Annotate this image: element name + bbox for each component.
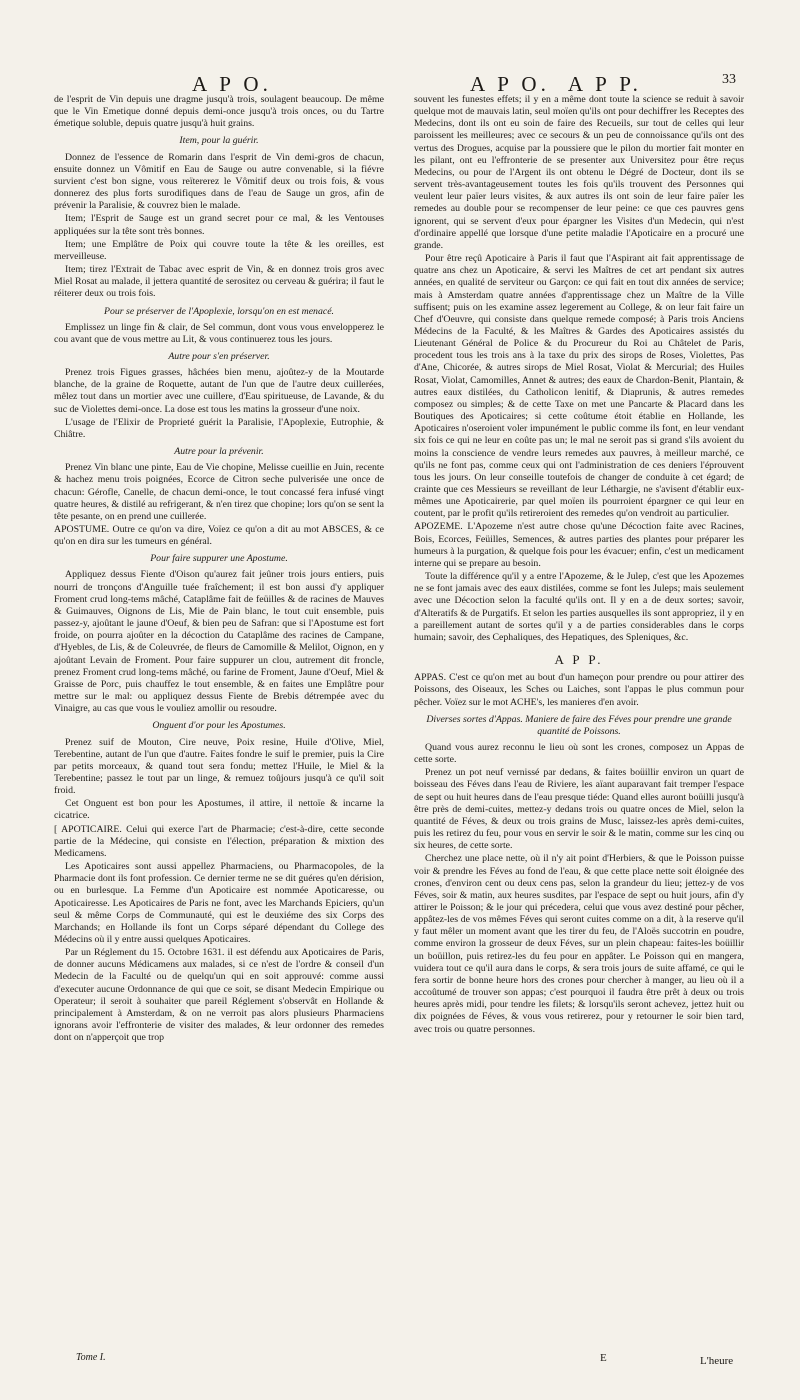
page-number: 33 [722,72,736,87]
left-heading-11: Autre pour la prévenir. [174,446,264,458]
left-p-20: Les Apoticaires sont aussi appellez Pharmaciens, ou Pharmacopoles, de la Pharmacie dont ils font profession. Ce dernier terme ne se dit guéres qu'en dérision, ou en burlesque. La Femme d'un Apoticaire est nommée Apoticaresse, ou Apoticairesse. Les Apoticaires de Paris ne font, avec les Marchands Epiciers, qu'un seul & même Corps de Communauté, qui est le deuxiéme des six Corps des Marchands; en Hollande ils font un Corps séparé dépendant du College des Médecins où il y entre aussi quelques Apoticaires. [54,861,384,945]
left-heading-14: Pour faire suppurer une Apostume. [150,553,288,565]
left-column [54,94,384,1045]
left-p-17: Prenez suif de Mouton, Cire neuve, Poix resine, Huile d'Olive, Miel, Terebentine, autant de l'un que d'autre. Faites fondre le suif le premier, puis la Cire par petits morceaux, & quand tout sera fondu; mettez l'Huile, le Miel & la Terebentine; passez le tout par un linge, & remuez toûjours jusqu'à ce qu'il soit froid. [54,736,384,797]
left-p-9: Prenez trois Figues grasses, hâchées bien menu, ajoûtez-y de la Moutarde blanche, de la graine de Roquette, autant de l'un que de l'autre deux cuillerées, mêlez tout dans un mortier avec une cuillere, d'Eau spiritueuse, de Lavande, & du suc de Violettes demi-once. La dose est tous les matins la grosseur d'une noix. [54,367,384,415]
left-noind-19: [ APOTICAIRE. Celui qui exerce l'art de Pharmacie; c'est-à-dire, cette seconde partie de la Médecine, qui consiste en l'élection, préparation & mixtion des Medicamens. [54,823,384,859]
running-header-right-b: A P P. [567,72,642,96]
right-noind-2: APOZEME. L'Apozeme n'est autre chose qu'une Décoction faite avec Racines, Bois, Ecorces, Feüilles, Semences, & autres parties des plantes pour préparer les humeurs à la purgation, & quelque fois pour les évacuer; enfin, c'est un medicament interne qui se prepare au besoin. [414,521,744,569]
left-p-12: Prenez Vin blanc une pinte, Eau de Vie chopine, Melisse cueillie en Juin, recente & hachez menu trois poignées, Ecorce de Citron seche pulverisée une once de chacun: Gérofle, Canelle, de chacun demi-once, le tout concassé fera infusé vingt quatre heures, & distilé au refrigerant, & n'en tirez que chopine; lors qu'on se sent la tête pesante, on en prend une cuillerée. [54,462,384,522]
left-noind-13: APOSTUME. Outre ce qu'on va dire, Voïez ce qu'on a dit au mot ABSCES, & ce qu'on en dira sur les tumeurs en général. [54,524,384,548]
right-section-4: A P P. [554,652,604,668]
left-heading-16: Onguent d'or pour les Apostumes. [152,720,286,732]
left-p-7: Emplissez un linge fin & clair, de Sel commun, dont vous vous envelopperez le cou avant que de vous mettre au Lit, & vous continuerez tous les jours. [54,321,384,345]
right-column [414,94,744,1037]
running-header-right-a: A P O. [470,72,550,96]
left-heading-6: Pour se préserver de l'Apoplexie, lorsqu'on en est menacé. [103,305,334,317]
left-p-15: Appliquez dessus Fiente d'Oison qu'aurez fait jeûner trois jours entiers, puis nourri de tronçons d'Anguille tuée fraîchement; il est bon aussi d'y appliquer Froment crud long-tems mâché, Cataplâme fait de feüilles & de racines de Mauves & Guimauves, Oignons de Lis, Mie de Pain blanc, le tout cuit ensemble, puis passez-y, ajoûtant le jaune d'Oeuf, & bien peu de Safran: que si l'Apostume est fort froide, on pourra ajoûter en la décoction du Cataplâme des racines de Campane, d'Hyebles, de Lis, & de Coleuvrée, de fleurs de Camomille & Melilot, Oignon, en y ajoûtant Levain de Froment. Pour faire suppurer un clou, autrement dit froncle, prenez Froment crud long-tems mâché, ou farine de Froment, Jaune d'Oeuf, Miel & Graisse de Porc, puis chauffez le tout ensemble, & en faites une Emplâtre pour mettre sur le mal: ou appliquez dessus Fiente de Brebis détrempée avec du Vinaigre, au cas que vous le vouliez amollir ou resoudre. [54,569,384,715]
left-heading-1: Item, pour la guérir. [179,135,259,147]
left-p-2: Donnez de l'essence de Romarin dans l'esprit de Vin demi-gros de chacun, ensuite donnez un Vômitif en Eau de Sauge ou autre convenable, si la fiévre survient c'est bon signe, vous reïtererez le Vômitif deux ou trois fois, & vous donnerez des plus forts surodifiques dans de l'eau de Sauge un gros, afin de prévenir la Paralisie, & couvrez bien le malade. [54,151,384,212]
right-heading-6: Diverses sortes d'Appas. Maniere de faire des Féves pour prendre une grande quantité de Poissons. [426,713,732,737]
right-noind-0: souvent les funestes effets; il y en a même dont toute la science se reduit à savoir quelque mot de mauvais latin, seul moïen qu'ils ont pour dechiffrer les Receptes des Medecins, dont ils ont eu soin de faire des Recueils, sur tout de celles qui leur paroissent les meilleures; avec ce secours & un peu de connoissance qu'ils ont des vertus des Drogues, acquise par la poussiere que le pilon du mortier fait monter en les pilant, ont eu l'effronterie de se presenter aux Universitez pour être reçus Medecins, ou pour de l'Argent ils ont obtenu le Dégré de Docteur, dont ils se servent très-avantageusement toutes les fois qu'ils trouvent des Personnes qui veulent leur païer leurs visites, & aux autres ils ont soin de leur faire païer les remedes au double pour se recompenser de leur peine: ce que ces pauvres gens ignorent, qui se servent d'eux pour épargner les Visites d'un Medecin, qui n'est d'ordinaire appellé que lorsque d'une petite maladie l'Apoticaire en a procuré une grande. [414,94,744,251]
right-p-8: Prenez un pot neuf vernissé par dedans, & faites boüillir environ un quart de boisseau des Féves dans l'eau de Riviere, les aïant auparavant fait tremper l'espace de sept ou huit heures dans de l'eau presque tiéde: Quand elles auront boüilli jusqu'à être près de demi-cuites, mettez-y dedans trois ou quatre onces de Miel, selon la quantité de Féves, & deux ou trois grains de Musc, laissez-les après demi-cuites, puis les retirez du feu, pour vous en servir le soir & le matin, comme sur les cinq ou six heures, de cette sorte. [414,767,744,852]
left-p-10: L'usage de l'Elixir de Proprieté guérit la Paralisie, l'Apoplexie, Eutrophie, & Chiâtre. [54,416,384,440]
left-p-4: Item; une Emplâtre de Poix qui couvre toute la tête & les oreilles, est merveilleuse. [54,238,384,262]
right-p-3: Toute la différence qu'il y a entre l'Apozeme, & le Julep, c'est que les Apozemes ne se font jamais avec des eaux distilées, comme se font les Juleps; mais seulement avec une Décoction selon la faculté qu'ils ont. Il y en a de deux sortes; savoir, d'Alteratifs & de Purgatifs. Et selon les parties ausquelles ils sont appropriez, il y en a pareillement autant de sortes qu'il y a de parties considerables dans le corps humain; savoir, des Cephaliques, des Hepatiques, des Spleniques, &c. [414,571,744,643]
running-header-left: A P O. [192,72,272,96]
left-noind-0: de l'esprit de Vin depuis une dragme jusqu'à trois, soulagent beaucoup. De même que le Vin Emetique donné depuis demi-once jusqu'à trois onces, ou du Tartre émetique soluble, depuis quatre jusqu'à huit grains. [54,94,384,130]
signature-mark: E [600,1352,607,1364]
right-noind-5: APPAS. C'est ce qu'on met au bout d'un hameçon pour prendre ou pour attirer des Poissons, des Oiseaux, les Sches ou Laiches, sont l'appas le plus commun pour pêcher. Voïez sur le mot ACHE's, les manieres d'en avoir. [414,672,744,708]
left-heading-8: Autre pour s'en préserver. [168,350,270,362]
left-p-3: Item; l'Esprit de Sauge est un grand secret pour ce mal, & les Ventouses appliquées sur la tête sont très bonnes. [54,213,384,237]
right-p-9: Cherchez une place nette, où il n'y ait point d'Herbiers, & que le Poisson puisse voir & prendre les Féves au fond de l'eau, & que cette place nette soit éloignée des crones, d'environ cent ou deux cens pas, selon la grandeur du lieu; jettez-y de vos Féves, soir & matin, aux heures susdites, par l'espace de sept ou huit jours, afin d'y attirer le Poisson; & le jour qui précedera, celui que vous avez destiné pour pêcher, appâtez-les de vos mêmes Féves qui seront cuites comme on a dit, à la reserve qu'il y faut mêler un moment avant que les tirer du feu, de l'Aloës succotrin en poudre, comme environ la grosseur de deux Féves, sur un plein chapeau: faites-les boüillir un boüillon, puis retirez-les du feu pour en appâter. Le Poisson qui en mangera, vuidera tout ce qu'il aura dans le corps, & sera trois jours de suite affamé, ce qui le fera sortir de bonne heure hors des crones pour chercher à manger, au lieu où il a accoûtumé de trouver son appas; c'est pourquoi il faudra être prêt à deux ou trois heures après midi, pour tendre les filets; & lorsqu'ils seront achevez, jettez huit ou dix poignées de Féves, & vous vous retirerez, pour y retourner le soir bien tard, avec trois ou quatre personnes. [414,853,744,1035]
left-p-5: Item; tirez l'Extrait de Tabac avec esprit de Vin, & en donnez trois gros avec Miel Rosat au malade, il jettera quantité de serositez ou cerveau & guérira; il faut le réiterer deux ou trois fois. [54,264,384,300]
right-p-1: Pour être reçû Apoticaire à Paris il faut que l'Aspirant ait fait apprentissage de quatre ans chez un Apoticaire, & servi les Maîtres de cet art pendant six autres années, en qualité de serviteur ou Garçon: ce qui fait en tout dix années de service; mais à Amsterdam quatre années d'apprentissage chez un Maître de la Ville suffisent; puis on les examine assez legerement au College, & on leur fait faire un Chef d'Oeuvre, qui consiste dans quelque remede composé; à Paris trois Anciens Médecins de la Faculté, & les Maîtres & Gardes des Apoticaires assistés du Lieutenant Général de Police & du Procureur du Roi au Châtelet de Paris, procedent tous les trois ans à la taxe du prix des sirops de Roses, Violettes, Pas d'Ane, Chicorée, & autres sirops de Miel Rosat, Violat & Mercurial; des Huiles Rosat, Violat, Camomilles, Annet & autres; des eaux de Chardon-Benit, Plantain, & autres eaux distilées, du Catholicon lenitif, & Diaprunis, & autres remedes composez ou simples; & de cette Taxe on met une Pancarte & Placard dans les Boutiques des Apoticaires; si cette coûtume étoit établie en Hollande, les Apoticaires n'oseroient voler impunément le public comme ils font, en leur vendant six fois ce qui ne leur en coûte pas un; le mal ne seroit pas si grand s'ils avoient du moins la conscience de vendre leurs remedes aux pauvres, à meilleur marché, ce qu'ils ne font pas, comme ceux qui ont l'administration de ces deniers l'éprouvent tous les jours. On leur conseille toutefois de changer de conduite à cet égard; de crainte que ces Messieurs se reveillant de leur Léthargie, ne s'avisent d'établir eux-mêmes une Apoticairerie, par quel moïen ils pourroient épargner ce qui leur en coutent, par le profit qu'ils retireroient des remedes qu'on vendroit au particulier. [414,253,744,520]
left-p-18: Cet Onguent est bon pour les Apostumes, il attire, il nettoïe & incarne la cicatrice. [54,798,384,822]
catchword: L'heure [700,1355,734,1367]
right-p-7: Quand vous aurez reconnu le lieu où sont les crones, composez un Appas de cette sorte. [414,741,744,766]
volume-label: Tome I. [76,1352,106,1363]
left-p-21: Par un Réglement du 15. Octobre 1631. il est défendu aux Apoticaires de Paris, de donner aucuns Médicamens aux malades, si ce n'est de l'ordre & conseil d'un Medecin de la Faculté ou de quelqu'un qui en soit approuvé: comme aussi d'executer aucune Ordonnance de qui que ce soit, se disant Medecin Empirique ou Operateur; il seroit à souhaiter que pareil Réglement s'observât en Hollande & principalement à Amsterdam, & on ne verroit pas alors plusieurs Pharmaciens ignorans avoir l'effronterie de visiter des malades, & leur ordonner des remedes dont on n'apperçoit que trop [54,947,384,1044]
